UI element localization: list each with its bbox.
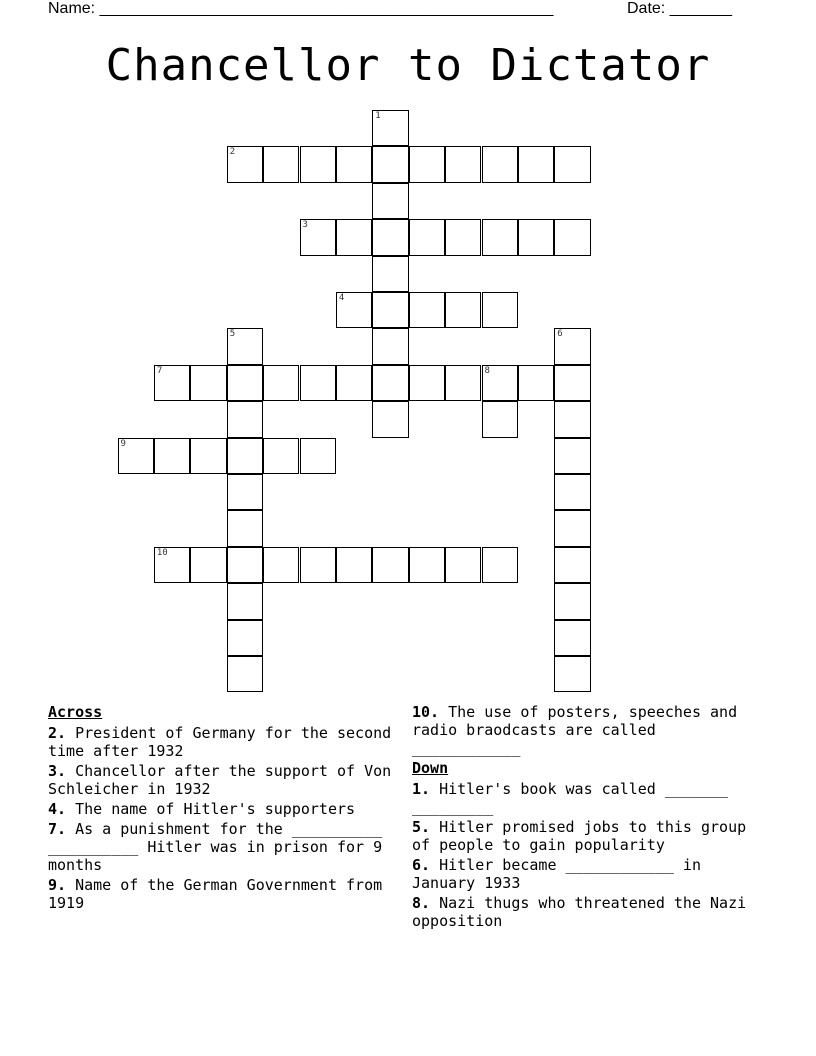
cell-number: 4: [338, 293, 345, 303]
grid-cell[interactable]: [263, 438, 299, 474]
grid-cell[interactable]: [518, 365, 554, 401]
grid-cell[interactable]: [336, 292, 372, 328]
grid-cell[interactable]: [554, 438, 590, 474]
cell-number: 1: [375, 111, 381, 121]
cell-number: 5: [229, 329, 236, 340]
grid-cell[interactable]: [227, 328, 263, 364]
cell-number: 2: [229, 147, 236, 158]
grid-cell[interactable]: [227, 438, 263, 474]
grid-cell[interactable]: [409, 146, 445, 182]
grid-cell[interactable]: [190, 547, 226, 583]
grid-cell[interactable]: [263, 146, 299, 182]
grid-cell[interactable]: [372, 110, 408, 146]
grid-cell[interactable]: [300, 365, 336, 401]
clue-across-4: 4. The name of Hitler's supporters: [48, 800, 356, 818]
across-heading: Across: [48, 703, 103, 721]
grid-cell[interactable]: [554, 146, 590, 182]
grid-cell[interactable]: [372, 219, 408, 255]
grid-cell[interactable]: [118, 438, 154, 474]
clues-right-column: [412, 703, 772, 932]
grid-cell[interactable]: [554, 656, 590, 692]
cell-number: 7: [156, 365, 163, 376]
grid-cell[interactable]: [336, 547, 372, 583]
grid-cell[interactable]: [445, 219, 481, 255]
grid-cell[interactable]: [372, 183, 408, 219]
grid-cell[interactable]: [554, 510, 590, 546]
grid-cell[interactable]: [227, 583, 263, 619]
cell-number: 6: [557, 329, 563, 340]
grid-cell[interactable]: [482, 365, 518, 401]
cell-number: 10: [156, 547, 168, 558]
grid-cell[interactable]: [227, 146, 263, 182]
grid-cell[interactable]: [227, 510, 263, 546]
grid-cell[interactable]: [554, 474, 590, 510]
grid-cell[interactable]: [372, 365, 408, 401]
grid-cell[interactable]: [482, 401, 518, 437]
grid-cell[interactable]: [227, 474, 263, 510]
grid-cell[interactable]: [227, 656, 263, 692]
grid-cell[interactable]: [227, 365, 263, 401]
grid-cell[interactable]: [372, 292, 408, 328]
grid-cell[interactable]: [336, 219, 372, 255]
page-title: Chancellor to Dictator: [105, 40, 711, 91]
grid-cell[interactable]: [300, 219, 336, 255]
clue-down-1: 1. Hitler's book was called _______ _________: [412, 780, 729, 816]
grid-cell[interactable]: [190, 365, 226, 401]
grid-cell[interactable]: [300, 438, 336, 474]
cell-number: 8: [484, 365, 490, 376]
grid-cell[interactable]: [372, 547, 408, 583]
grid-cell[interactable]: [227, 620, 263, 656]
grid-cell[interactable]: [445, 547, 481, 583]
grid-cell[interactable]: [482, 292, 518, 328]
grid-cell[interactable]: [154, 547, 190, 583]
clue-across-3: 3. Chancellor after the support of Von Schleicher in 1932: [48, 762, 392, 798]
grid-cell[interactable]: [372, 256, 408, 292]
cell-number: 3: [302, 220, 308, 231]
grid-cell[interactable]: [409, 547, 445, 583]
grid-cell[interactable]: [409, 365, 445, 401]
grid-cell[interactable]: [263, 365, 299, 401]
grid-cell[interactable]: [482, 146, 518, 182]
grid-cell[interactable]: [227, 401, 263, 437]
grid-cell[interactable]: [554, 620, 590, 656]
grid-cell[interactable]: [554, 219, 590, 255]
grid-cell[interactable]: [336, 365, 372, 401]
clue-down-6: 6. Hitler became ____________ in January 1933: [412, 856, 701, 892]
grid-cell[interactable]: [154, 438, 190, 474]
grid-cell[interactable]: [482, 219, 518, 255]
grid-cell[interactable]: [263, 547, 299, 583]
grid-cell[interactable]: [445, 146, 481, 182]
date-field-label: Date: _______: [627, 0, 732, 17]
grid-cell[interactable]: [445, 292, 481, 328]
clue-down-5: 5. Hitler promised jobs to this group of people to gain popularity: [412, 818, 747, 854]
grid-cell[interactable]: [554, 583, 590, 619]
grid-cell[interactable]: [409, 219, 445, 255]
clues-left-column: [48, 703, 403, 914]
grid-cell[interactable]: [445, 365, 481, 401]
clue-across-7: 7. As a punishment for the __________ __________ Hitler was in prison for 9 months: [48, 820, 383, 874]
grid-cell[interactable]: [300, 146, 336, 182]
clue-across-2: 2. President of Germany for the second time after 1932: [48, 724, 392, 760]
grid-cell[interactable]: [227, 547, 263, 583]
clue-across-9: 9. Name of the German Government from 1919: [48, 876, 383, 912]
grid-cell[interactable]: [372, 328, 408, 364]
grid-cell[interactable]: [300, 547, 336, 583]
grid-cell[interactable]: [554, 401, 590, 437]
down-heading: Down: [412, 759, 449, 777]
grid-cell[interactable]: [554, 547, 590, 583]
clue-across-10: 10. The use of posters, speeches and radio braodcasts are called ____________: [412, 703, 738, 757]
grid-cell[interactable]: [154, 365, 190, 401]
grid-cell[interactable]: [409, 292, 445, 328]
grid-cell[interactable]: [372, 146, 408, 182]
name-field-label: Name: ___________________________________________________: [48, 0, 554, 17]
grid-cell[interactable]: [372, 401, 408, 437]
cell-number: 9: [120, 438, 126, 449]
grid-cell[interactable]: [482, 547, 518, 583]
grid-cell[interactable]: [518, 146, 554, 182]
grid-cell[interactable]: [336, 146, 372, 182]
grid-cell[interactable]: [518, 219, 554, 255]
grid-cell[interactable]: [554, 328, 590, 364]
grid-cell[interactable]: [190, 438, 226, 474]
grid-cell[interactable]: [554, 365, 590, 401]
clue-down-8: 8. Nazi thugs who threatened the Nazi opposition: [412, 894, 747, 930]
